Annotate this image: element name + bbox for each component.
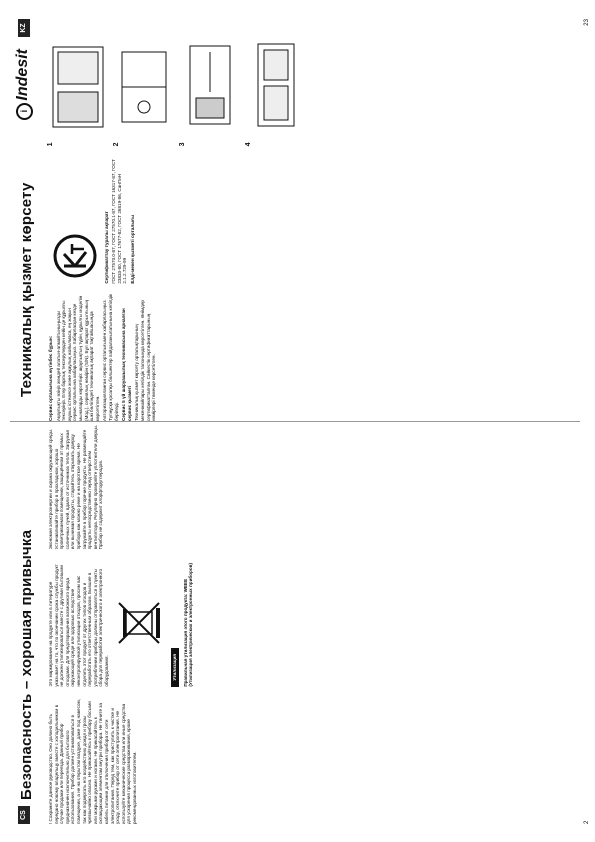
paragraph: Ақаулықты өзіңіз жөндей алатын-алмайтыныңызды тексеріңіз. Егер барлық тексерулерден кейін де құрылғы жұмыс істемесе және ақаулық жойылмаса, ең жақын сервис орталығына хабарласыңыз. Хабарласқан кезде мыналарды көрсетіңіз: ақаулықтың түрін, құрылғы моделін (Мод.), сериялық нөмірін (S/N). Бұл ақпарат құрылғының ішкі бөлігіндегі техникалық ақпарат тақтайшасында көрсетілген. [55,295,100,421]
figure-number: 4 [245,142,252,147]
page-number: 23 [584,19,590,26]
paragraph: ! Сохраните данное руководство. Оно должно быть передано новому владельцу вместе с холодильником в случае продажи или переезда. Данный прибор предназначен исключительно для бытового использования. Прибор должен устанавливаться в помещении, а не на открытом воздухе, даже под навесом, так как подвергать его воздействию дождя и грозы чрезвычайно опасно. Не прикасайтесь к прибору босыми или мокрыми руками и ногами. Не прикасайтесь к охлаждающим элементам внутри прибора. Не тяните за кабель питания для отключения прибора от сети электропитания. Перед тем, как приступить к чистке и уходу, отключите прибор от сети электропитания. Не используйте механические средства или иные средства для ускорения процесса размораживания, кроме рекомендованных изготовителем. [48,699,137,824]
fridge-hinge-illustration [48,37,108,132]
paragraph: Техникалық қызмет көрсету орталықтарының мекенжайлары кепілдік талонында көрсетілген. Өнімдер сертификатталған. Сәйкестік сертификаттарының нөмірлері төменде көрсетілген. [134,300,157,421]
fridge-door-illustration [114,37,174,132]
text-columns [48,422,568,824]
figure-2 [114,19,174,146]
bottom-label: Елді-мекен қызметі орталығы [129,214,135,284]
language-tag: KZ [18,19,30,37]
page-number: 2 [584,820,590,824]
black-label: Утилизация [171,648,179,687]
column-2 [48,559,568,686]
column-1 [48,697,568,824]
language-tag: CS [18,806,30,824]
column-3 [48,19,568,146]
figure-number: 3 [179,142,186,147]
section-heading: Сервис орталығына жүгінбес бұрын: [48,335,53,421]
brand-name: Indesit [14,49,31,101]
text-columns [48,19,568,421]
figure-3 [180,19,240,146]
figure-number: 2 [113,142,120,147]
section-heading: Сервис 5 үй шаруашылық техникасына арналған сервис қызметі [121,308,132,421]
figure-4 [246,19,306,146]
cert-list: ГОСТ 27570.0-87, ГОСТ 27570.1-87, ГОСТ 16317-87, ГОСТ 23833-80, ГОСТ 17677-82, ГОСТ 26819-86, СанПиН 2.1.2.729-99 [111,159,128,284]
left-page [18,422,590,824]
weee-bin-icon [112,559,168,686]
cert-heading: Сертификаттау туралы ақпарат [103,211,109,284]
figure-number: 1 [47,142,54,147]
fridge-installation-illustration [246,37,306,132]
column-3 [48,422,568,549]
certification-mark-icon [52,228,98,284]
paragraph: Авторизацияланған сервис орталығымен хабарласыңыз. Түпнұсқа қосалқы бөлшектер пайдаланылатынына кепілдік беріледі. [102,293,119,421]
right-page [14,19,590,421]
weee-heading: Правильная утилизация этого продукта: WEEE (Утилизация электрических и электронных приборов) [182,562,194,687]
page-title: Техникалық қызмет көрсету [18,182,35,397]
paragraph: Это маркирование на продукте или в литературе указывает на то, что по окончании срока службы продукт не должен утилизироваться вместе с другими бытовыми отходами. Для предотвращения возможного вреда окружающей среде или здоровью вследствие неконтролируемой утилизации отходов, просим вас отделить этот продукт от других типов отходов и переработать его ответственным образом. Бывшие в употреблении приборы должны отправляться в пункты сбора для переработки электрического и электронного оборудования. [48,564,109,687]
column-1 [48,294,568,421]
figure-1 [48,19,108,146]
page-divider [10,421,580,422]
brand-ring-icon: i [16,103,33,120]
column-2 [48,156,568,283]
paragraph: Экономия электроэнергии и охрана окружающей среды. Устанавливайте прибор в прохладном, хорошо проветриваемом помещении, защищённом от прямых солнечных лучей, вдали от источников тепла. Загружая или вынимая продукты, старайтесь открывать дверцу прибора как можно реже и на короткое время. Не загружайте в прибор горячие продукты. Не размещайте продукты непосредственно перед отверстием вентилятора. Регулярно проверяйте уплотнители дверцы. Прибор не содержит хлорфторуглеродов. [48,424,104,550]
brand-logo [14,49,33,120]
fridge-side-illustration [180,37,240,132]
page-title: Безопасность – хорошая привычка [18,529,35,800]
